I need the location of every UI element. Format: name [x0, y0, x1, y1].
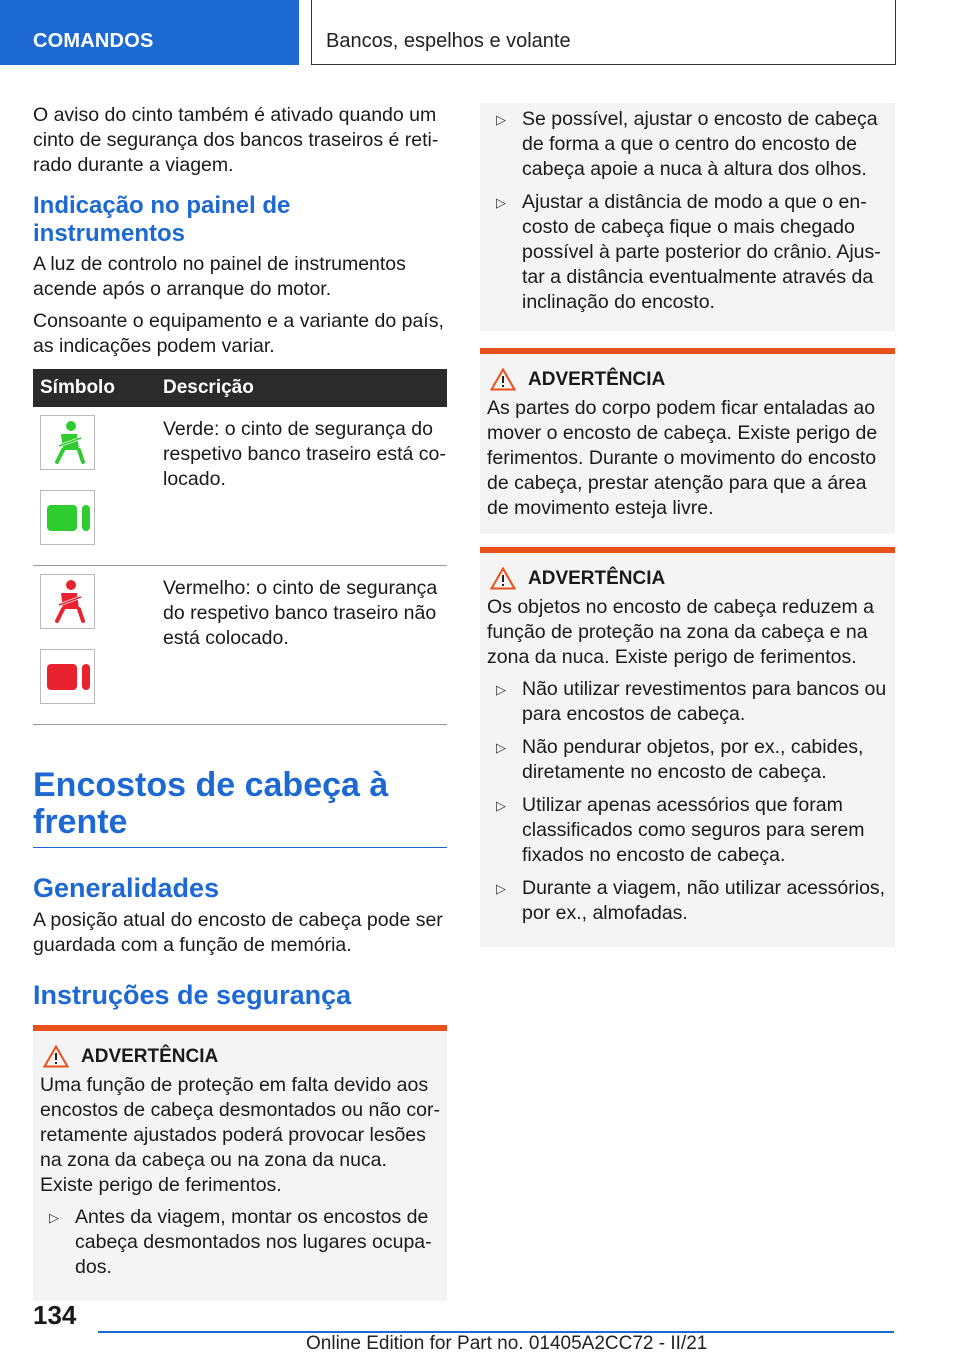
warning-list — [487, 677, 888, 926]
symbol-cell — [33, 407, 163, 566]
symbol-cell — [33, 566, 163, 725]
list-item: ▷ Não utilizar revestimentos para bancos ou para encostos de cabeça. — [496, 678, 887, 725]
warning-box-2 — [480, 348, 895, 534]
heading-instrucoes: Instruções de segurança — [33, 980, 352, 1010]
warning-triangle-icon — [490, 368, 516, 391]
heading-encostos: Encostos de cabeça à frente — [33, 767, 447, 848]
triangle-bullet-icon: ▷ — [496, 798, 506, 813]
warning-title-row — [487, 567, 888, 590]
list-item: ▷ Ajustar a distância de modo a que o encosto de cabeça fique o mais chegado possível à parte posterior do crânio. Ajustar a distância eventualmente através da inclinação do encosto. — [496, 191, 881, 313]
list-item: ▷ Utilizar apenas acessórios que foram classificados como seguros para serem fixados no encosto de cabeça. — [496, 794, 865, 866]
triangle-bullet-icon: ▷ — [496, 112, 506, 127]
page-number: 134 — [33, 1300, 77, 1330]
rear-seat-green-icon — [40, 490, 95, 545]
left-column — [33, 103, 447, 1301]
list-item: ▷ Antes da viagem, montar os encostos de cabeça desmontados nos lugares ocupados. — [49, 1206, 432, 1278]
warning-title: ADVERTÊNCIA — [528, 368, 666, 390]
header-section-label: COMANDOS — [33, 30, 154, 52]
triangle-bullet-icon: ▷ — [496, 881, 506, 896]
header-section-tab — [0, 0, 299, 65]
triangle-bullet-icon: ▷ — [496, 682, 506, 697]
symbol-table — [33, 369, 447, 725]
warning-text: Uma função de proteção em falta devido aos encostos de cabeça desmontados ou não corretamente ajustados poderá provocar lesões na zona da cabeça ou na zona da nuca. Existe perigo de ferimentos. — [40, 1074, 441, 1196]
warning-box-3 — [480, 547, 895, 947]
table-header-symbol: Símbolo — [33, 369, 163, 407]
table-row — [33, 566, 447, 725]
table-row — [33, 407, 447, 566]
header-chapter-label: Bancos, espelhos e volante — [326, 30, 571, 52]
warning-title-row — [487, 368, 888, 391]
warning-title: ADVERTÊNCIA — [528, 567, 666, 589]
triangle-bullet-icon: ▷ — [496, 740, 506, 755]
list-item: ▷ Durante a viagem, não utilizar acessórios, por ex., almofadas. — [496, 877, 886, 924]
triangle-bullet-icon: ▷ — [496, 195, 506, 210]
seatbelt-red-icon — [40, 574, 95, 629]
table-header-description: Descrição — [163, 369, 447, 407]
symbol-description: Vermelho: o cinto de segurança do respetivo banco traseiro não está colocado. — [163, 566, 447, 725]
footer-edition: Online Edition for Part no. 01405A2CC72 - II/21 — [306, 1333, 708, 1354]
paragraph-luz: A luz de controlo no painel de instrumentos acende após o arranque do motor. — [33, 253, 406, 300]
warning-text: Os objetos no encosto de cabeça reduzem a função de proteção na zona da cabeça e na zona da nuca. Existe perigo de ferimentos. — [487, 596, 874, 668]
instructions-panel — [480, 103, 895, 331]
intro-paragraph: O aviso do cinto também é ativado quando um cinto de segurança dos bancos traseiros é retirado durante a viagem. — [33, 104, 439, 176]
symbol-description: Verde: o cinto de segurança do respetivo banco traseiro está colocado. — [163, 407, 447, 566]
header-chapter-box — [311, 0, 896, 65]
heading-indicacao: Indicação no painel de instrumentos — [33, 192, 291, 247]
warning-triangle-icon — [43, 1045, 69, 1068]
list-item: ▷ Não pendurar objetos, por ex., cabides, diretamente no encosto de cabeça. — [496, 736, 864, 783]
warning-list — [40, 1205, 440, 1280]
heading-generalidades: Generalidades — [33, 873, 220, 903]
rear-seat-red-icon — [40, 649, 95, 704]
warning-box-1 — [33, 1025, 447, 1301]
seatbelt-green-icon — [40, 415, 95, 470]
paragraph-generalidades: A posição atual do encosto de cabeça pode ser guardada com a função de memória. — [33, 909, 443, 956]
warning-triangle-icon — [490, 567, 516, 590]
list-item: ▷ Se possível, ajustar o encosto de cabeça de forma a que o centro do encosto de cabeça apoie a nuca à altura dos olhos. — [496, 108, 878, 180]
paragraph-consoante: Consoante o equipamento e a variante do país, as indicações podem variar. — [33, 310, 444, 357]
warning-title-row — [40, 1045, 440, 1068]
warning-text: As partes do corpo podem ficar entaladas ao mover o encosto de cabeça. Existe perigo de ferimentos. Durante o movimento do encosto de cabeça, prestar atenção para que a área de movimento esteja livre. — [487, 397, 878, 519]
right-column — [480, 103, 895, 947]
triangle-bullet-icon: ▷ — [49, 1210, 59, 1225]
instructions-list — [487, 107, 888, 315]
warning-title: ADVERTÊNCIA — [81, 1045, 219, 1067]
